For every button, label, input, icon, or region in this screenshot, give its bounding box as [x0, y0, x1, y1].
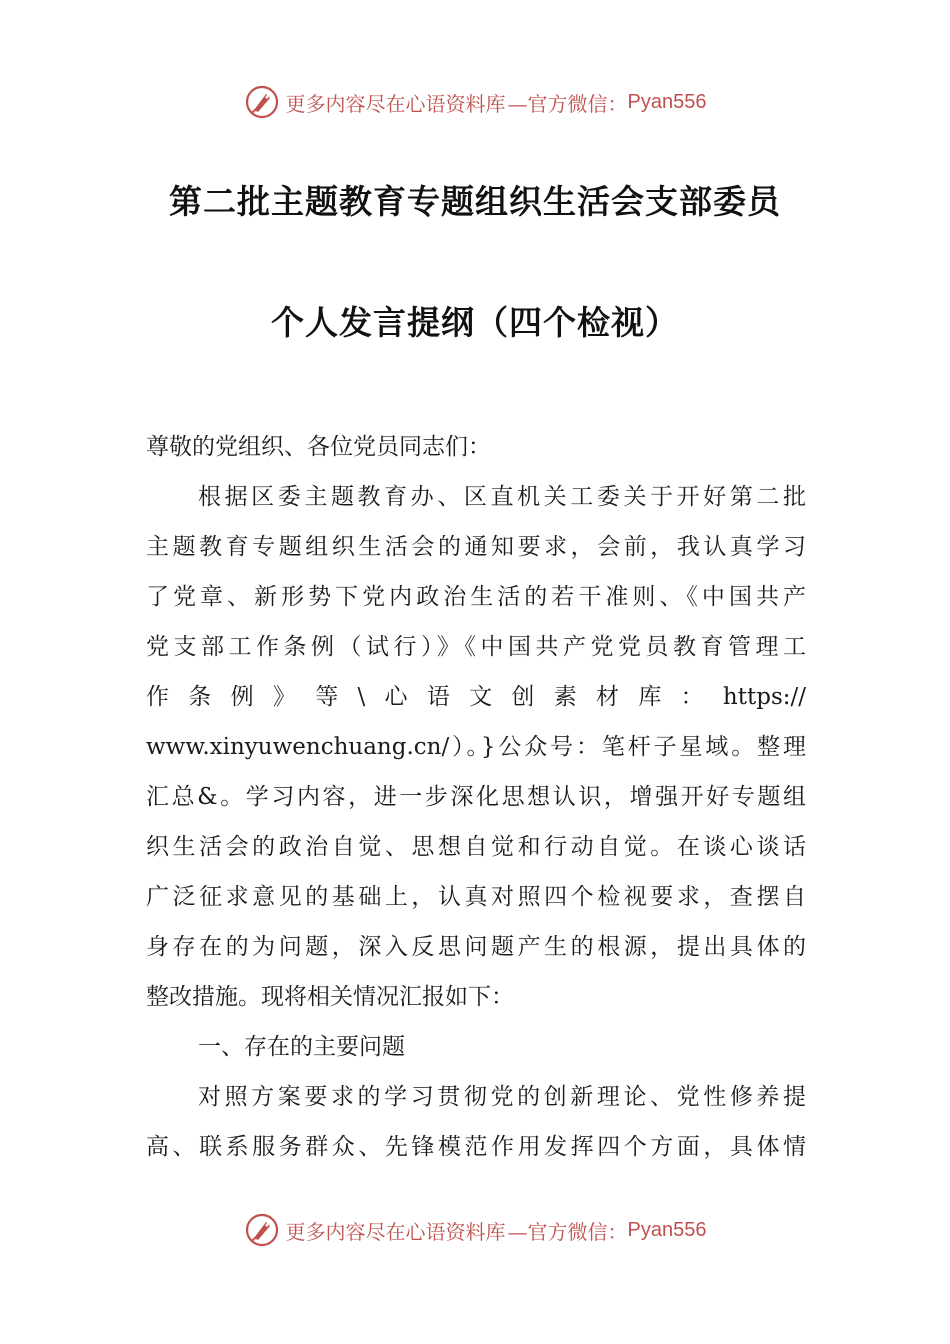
paragraph-line: 身存在的为问题，深入反思问题产生的根源，提出具体的: [146, 934, 806, 960]
footer-banner: [0, 1210, 950, 1250]
paragraph-line: 主题教育专题组织生活会的通知要求，会前，我认真学习: [146, 534, 806, 560]
paragraph-line: 根据区委主题教育办、区直机关工委关于开好第二批: [198, 484, 806, 510]
banner-official-label: —官方微信：: [507, 1219, 628, 1244]
banner-wechat-id: Pyan556: [627, 90, 707, 113]
document-title-line-1: 第二批主题教育专题组织生活会支部委员: [169, 182, 781, 221]
paragraph-line: 对照方案要求的学习贯彻党的创新理论、党性修养提: [198, 1084, 806, 1110]
header-banner: [0, 82, 950, 122]
document-title-line-2: 个人发言提纲（四个检视）: [271, 303, 679, 342]
paragraph-line: 党支部工作条例（试行）》《中国共产党党员教育管理工: [146, 634, 806, 660]
banner-wechat-id: Pyan556: [627, 1218, 707, 1241]
paragraph-line: 汇总&。学习内容，进一步深化思想认识，增强开好专题组: [146, 784, 806, 810]
banner-brand-text: 更多内容尽在心语资料库: [285, 91, 506, 116]
section-heading: 一、存在的主要问题: [198, 1034, 405, 1060]
banner-official-label: —官方微信：: [507, 91, 628, 116]
paragraph-line: 整改措施。现将相关情况汇报如下：: [146, 984, 514, 1010]
pen-nib-logo-icon: [244, 1212, 280, 1248]
pen-nib-logo-icon: [244, 84, 280, 120]
paragraph-line: 了党章、新形势下党内政治生活的若干准则、《中国共产: [146, 584, 806, 610]
paragraph-line: www.xinyuwenchuang.cn/）。}公众号：笔杆子星域。整理: [146, 734, 806, 760]
paragraph-line: 广泛征求意见的基础上，认真对照四个检视要求，查摆自: [146, 884, 806, 910]
paragraph-line: 作条例》等\心语文创素材库：https://: [146, 684, 806, 710]
salutation: 尊敬的党组织、各位党员同志们：: [146, 434, 491, 460]
banner-brand-text: 更多内容尽在心语资料库: [285, 1219, 506, 1244]
paragraph-line: 高、联系服务群众、先锋模范作用发挥四个方面，具体情: [146, 1134, 806, 1160]
paragraph-line: 织生活会的政治自觉、思想自觉和行动自觉。在谈心谈话: [146, 834, 806, 860]
